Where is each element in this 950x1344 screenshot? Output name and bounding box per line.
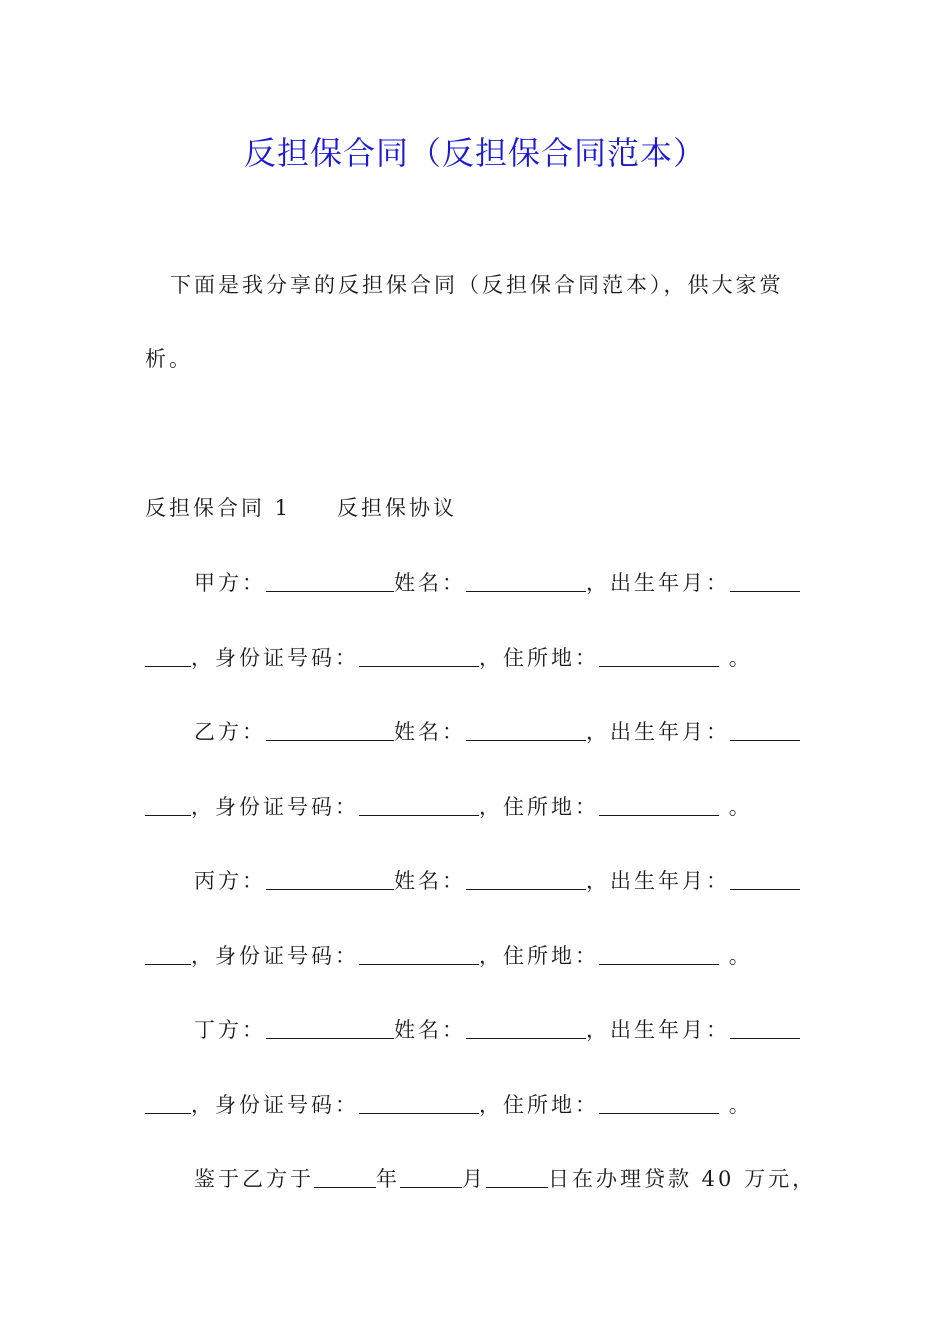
period: 。 (728, 646, 753, 670)
birth-label: ，出生年月： (586, 571, 730, 595)
blank-field[interactable] (466, 720, 586, 741)
address-label: ，住所地： (479, 944, 599, 968)
blank-field[interactable] (359, 795, 479, 816)
blank-field[interactable] (599, 1093, 719, 1114)
blank-field[interactable] (400, 1167, 462, 1188)
blank-field[interactable] (466, 1018, 586, 1039)
party-line-d-cont (145, 1090, 753, 1120)
blank-field[interactable] (486, 1167, 548, 1188)
blank-field[interactable] (730, 571, 800, 592)
blank-field[interactable] (466, 571, 586, 592)
blank-field[interactable] (359, 944, 479, 965)
section-subtitle: 反担保协议 (337, 496, 458, 520)
day-label: 日在办理贷款 40 万元， (548, 1167, 817, 1191)
name-label: 姓名： (394, 720, 466, 744)
address-label: ，住所地： (479, 1093, 599, 1117)
party-role: 丁方： (194, 1018, 266, 1042)
id-label: ，身份证号码： (191, 646, 359, 670)
party-line-d (194, 1015, 800, 1045)
birth-label: ，出生年月： (586, 869, 730, 893)
blank-field[interactable] (266, 1018, 394, 1039)
page-title: 反担保合同（反担保合同范本） (243, 134, 706, 172)
birth-label: ，出生年月： (586, 720, 730, 744)
party-role: 丙方： (194, 869, 266, 893)
section-label: 反担保合同 1 (145, 496, 292, 520)
party-role: 甲方： (194, 571, 266, 595)
blank-field[interactable] (466, 869, 586, 890)
period: 。 (728, 944, 753, 968)
blank-field[interactable] (730, 1018, 800, 1039)
name-label: 姓名： (394, 869, 466, 893)
blank-field[interactable] (359, 1093, 479, 1114)
year-label: 年 (376, 1167, 400, 1191)
period: 。 (728, 795, 753, 819)
address-label: ，住所地： (479, 646, 599, 670)
blank-field[interactable] (145, 795, 191, 816)
month-label: 月 (462, 1167, 486, 1191)
intro-line-2: 析。 (145, 347, 193, 371)
id-label: ，身份证号码： (191, 795, 359, 819)
clause-start: 鉴于乙方于 (194, 1167, 314, 1191)
blank-field[interactable] (145, 944, 191, 965)
blank-field[interactable] (599, 646, 719, 667)
name-label: 姓名： (394, 1018, 466, 1042)
blank-field[interactable] (730, 869, 800, 890)
name-label: 姓名： (394, 571, 466, 595)
blank-field[interactable] (730, 720, 800, 741)
clause-line (194, 1164, 816, 1194)
party-line-c (194, 866, 800, 896)
blank-field[interactable] (314, 1167, 376, 1188)
birth-label: ，出生年月： (586, 1018, 730, 1042)
party-line-c-cont (145, 941, 753, 971)
period: 。 (728, 1093, 753, 1117)
blank-field[interactable] (599, 944, 719, 965)
blank-field[interactable] (145, 1093, 191, 1114)
intro-line-1: 下面是我分享的反担保合同（反担保合同范本），供大家赏 (170, 273, 784, 297)
party-line-a (194, 568, 800, 598)
party-role: 乙方： (194, 720, 266, 744)
blank-field[interactable] (359, 646, 479, 667)
blank-field[interactable] (266, 869, 394, 890)
blank-field[interactable] (599, 795, 719, 816)
blank-field[interactable] (145, 646, 191, 667)
blank-field[interactable] (266, 720, 394, 741)
id-label: ，身份证号码： (191, 1093, 359, 1117)
party-line-b (194, 717, 800, 747)
party-line-b-cont (145, 792, 753, 822)
party-line-a-cont (145, 643, 753, 673)
address-label: ，住所地： (479, 795, 599, 819)
blank-field[interactable] (266, 571, 394, 592)
id-label: ，身份证号码： (191, 944, 359, 968)
section-heading (145, 493, 457, 523)
